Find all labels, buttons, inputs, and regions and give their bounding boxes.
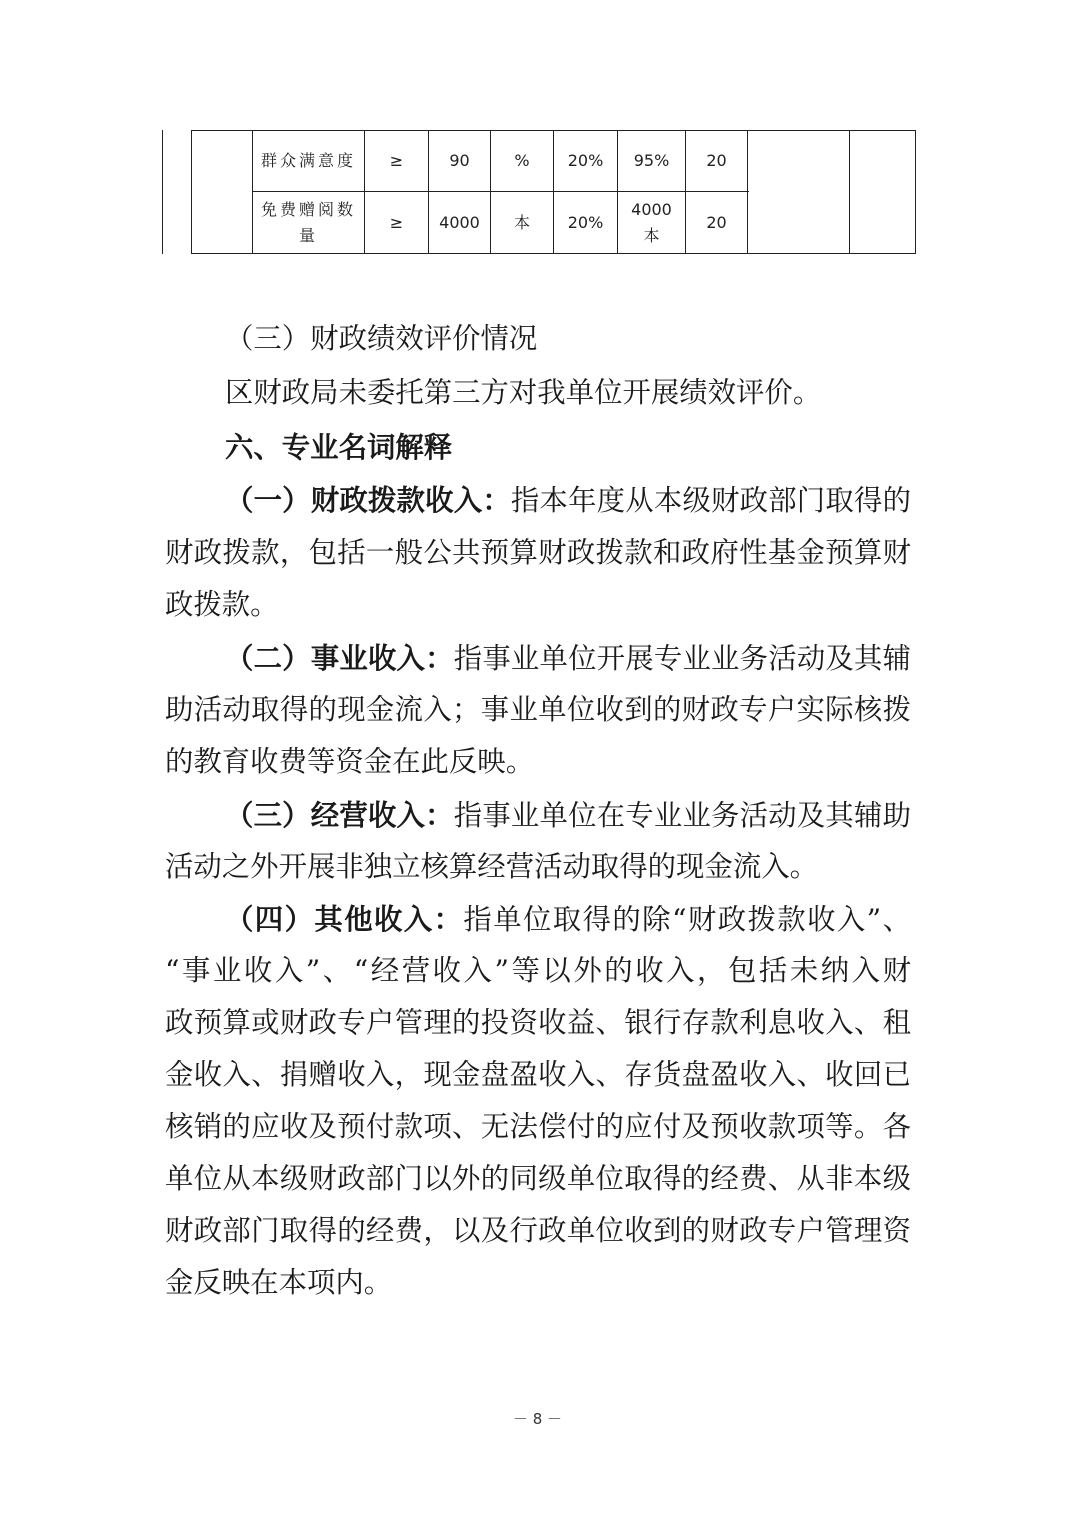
paragraph-performance-evaluation: 区财政局未委托第三方对我单位开展绩效评价。 [225,376,822,409]
glossary-text: 指事业单位开展专业业务活动及其辅 [453,642,911,675]
table-border [191,253,916,254]
glossary-text-line: 核销的应收及预付款项、无法偿付的应付及预收款项等。各 [165,1110,911,1143]
table-border [191,130,192,254]
glossary-text-line: 财政部门取得的经费，以及行政单位收到的财政专户管理资 [165,1214,911,1247]
glossary-text-line: 金收入、捐赠收入，现金盘盈收入、存货盘盈收入、收回已 [165,1058,911,1091]
actual-text-line: 本 [643,225,660,245]
section-heading-performance-evaluation: （三）财政绩效评价情况 [225,322,538,355]
glossary-text-line: 的教育收费等资金在此反映。 [165,745,535,778]
glossary-text-line: 单位从本级财政部门以外的同级单位取得的经费、从非本级 [165,1162,911,1195]
page-number: － 8 － [512,1410,563,1428]
glossary-term: （二）事业收入： [225,641,454,675]
glossary-item-operating-income [225,789,911,841]
table-cell-indicator [253,192,364,253]
table-border [849,130,850,254]
glossary-text-line: 政拨款。 [165,588,279,621]
glossary-text-line: 活动之外开展非独立核算经营活动取得的现金流入。 [165,850,818,883]
table-cell-operator: ≥ [389,151,404,170]
table-cell-unit: 本 [513,212,530,232]
section-heading-glossary: 六、专业名词解释 [225,430,453,464]
table-border [915,130,916,254]
glossary-text: 指单位取得的除“财政拨款收入”、 [463,903,911,936]
table-cell-score: 20 [706,151,727,170]
indicator-text-line: 免费赠阅数 [260,199,356,219]
table-border [849,130,915,131]
table-cell-weight: 20% [567,151,604,170]
glossary-text-line: “事业收入”、“经营收入”等以外的收入，包括未纳入财 [165,954,911,987]
performance-indicator-table [162,130,916,254]
table-cell-weight: 20% [567,212,604,232]
table-cell-indicator: 群众满意度 [260,151,356,170]
glossary-term: （三）经营收入： [225,798,454,832]
table-border [162,130,163,254]
table-cell-target: 90 [449,151,470,170]
table-border [747,130,748,254]
glossary-term: （一）财政拨款收入： [225,483,511,517]
actual-text-line: 4000 [631,199,672,219]
glossary-text-line: 财政拨款，包括一般公共预算财政拨款和政府性基金预算财 [165,536,911,569]
table-cell-operator: ≥ [389,212,404,232]
glossary-item-business-income [225,632,911,684]
table-cell-actual [618,192,685,253]
glossary-text-line: 助活动取得的现金流入；事业单位收到的财政专户实际核拨 [165,693,911,726]
table-cell-score: 20 [706,212,727,232]
table-cell-target: 4000 [439,212,480,232]
glossary-text-line: 金反映在本项内。 [165,1266,393,1299]
glossary-text-line: 政预算或财政专户管理的投资收益、银行存款利息收入、租 [165,1006,911,1039]
glossary-text: 指事业单位在专业业务活动及其辅助 [453,799,911,832]
glossary-text: 指本年度从本级财政部门取得的 [510,484,911,517]
glossary-item-fiscal-appropriation [225,474,911,526]
table-cell-unit: % [514,151,530,170]
glossary-term: （四）其他收入： [225,902,464,936]
indicator-text-line: 量 [298,225,318,245]
table-cell-actual: 95% [633,151,670,170]
glossary-item-other-income [225,893,911,945]
